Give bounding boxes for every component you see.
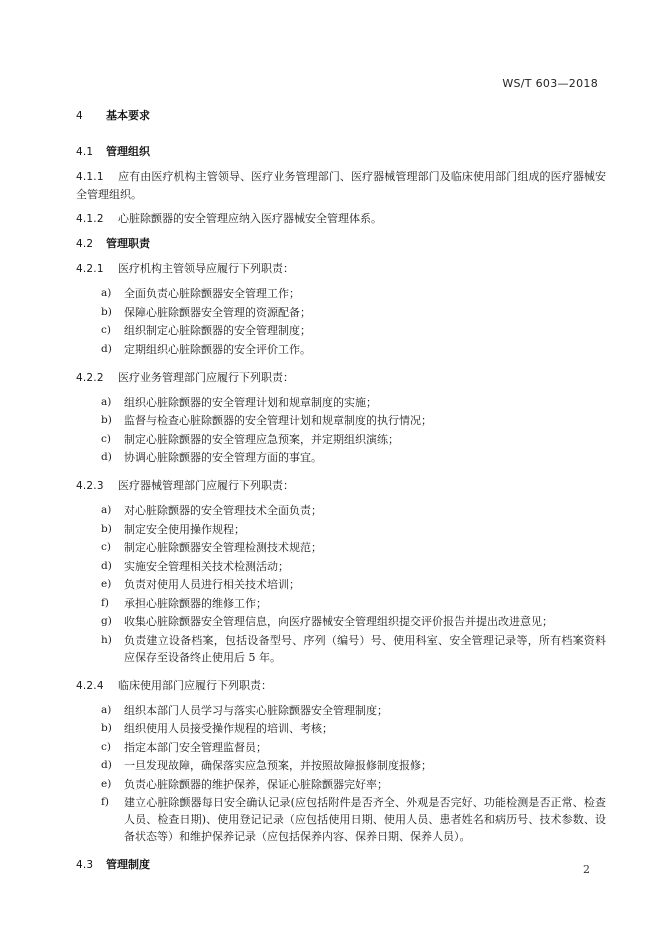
list-item-text: 全面负责心脏除颤器安全管理工作； <box>124 287 300 300</box>
list-item-text: 收集心脏除颤器安全管理信息，向医疗器械安全管理组织提交评价报告并提出改进意见； <box>124 615 553 628</box>
list-item <box>76 757 606 774</box>
list-marker: d) <box>101 559 112 572</box>
heading-title: 管理制度 <box>106 858 150 871</box>
list-marker: b) <box>101 722 112 734</box>
list-marker: b) <box>101 414 112 426</box>
section-heading <box>76 235 606 253</box>
list-item <box>76 449 606 466</box>
list-item-text: 承担心脏除颤器的维修工作； <box>124 596 267 610</box>
list-item-text: 保障心脏除颤器安全管理的资源配备； <box>124 305 311 319</box>
list-item-text: 组织本部门人员学习与落实心脏除颤器安全管理制度； <box>124 703 388 717</box>
list-item <box>76 595 606 612</box>
list-item <box>76 739 606 756</box>
list-item <box>76 613 606 630</box>
heading-title: 基本要求 <box>106 109 150 122</box>
list-marker: b) <box>101 305 112 318</box>
clause-number: 4.2.4 <box>76 679 104 692</box>
clause-lead <box>76 369 606 387</box>
clause-text: 应有由医疗机构主管领导、医疗业务管理部门、医疗器械管理部门及临床使用部门组成的医疗器械安全管理组织。 <box>76 170 606 201</box>
duty-list <box>76 285 606 358</box>
list-item-text: 实施安全管理相关技术检测活动； <box>124 559 289 573</box>
duty-list <box>76 502 606 666</box>
list-item-text: 组织心脏除颤器的安全管理计划和规章制度的实施； <box>124 395 377 409</box>
clause-text: 心脏除颤器的安全管理应纳入医疗器械安全管理体系。 <box>118 212 382 225</box>
document-body <box>76 107 606 881</box>
clause-lead <box>76 260 606 278</box>
list-item <box>76 794 606 845</box>
clause-number: 4.2.1 <box>76 263 104 275</box>
heading-number: 4.1 <box>76 146 94 158</box>
list-item <box>76 412 606 429</box>
list-item-text: 制定心脏除颤器的安全管理应急预案，并定期组织演练； <box>124 432 399 446</box>
clause-number: 4.1.2 <box>76 213 104 225</box>
list-item <box>76 521 606 538</box>
list-marker: f) <box>101 796 109 808</box>
clause-paragraph <box>76 210 606 228</box>
list-item-text: 组织制定心脏除颤器的安全管理制度； <box>124 324 311 337</box>
list-item-text: 对心脏除颤器的安全管理技术全面负责； <box>124 504 322 517</box>
list-item-text: 一旦发现故障，确保落实应急预案，并按照故障报修制度报修； <box>124 759 432 772</box>
list-marker: a) <box>101 395 112 408</box>
list-item <box>76 632 606 666</box>
list-item-text: 负责心脏除颤器的维护保养，保证心脏除颤器完好率； <box>124 777 388 791</box>
clause-paragraph <box>76 168 606 203</box>
clause-number: 4.2.3 <box>76 480 104 492</box>
list-item <box>76 576 606 593</box>
list-item <box>76 558 606 575</box>
list-item <box>76 502 606 519</box>
list-marker: d) <box>101 451 112 463</box>
list-marker: d) <box>101 342 112 355</box>
list-marker: a) <box>101 504 112 516</box>
chapter-heading <box>76 107 606 125</box>
list-item <box>76 394 606 411</box>
list-item <box>76 322 606 339</box>
list-marker: h) <box>101 633 112 646</box>
list-item-text: 负责对使用人员进行相关技术培训； <box>124 578 300 591</box>
clause-text: 临床使用部门应履行下列职责： <box>118 678 272 692</box>
list-item-text: 协调心脏除颤器的安全管理方面的事宜。 <box>124 451 322 464</box>
list-item-text: 监督与检查心脏除颤器的安全管理计划和规章制度的执行情况； <box>124 414 432 427</box>
duty-list <box>76 394 606 467</box>
list-marker: d) <box>101 759 112 771</box>
list-marker: e) <box>101 578 112 590</box>
list-item-text: 制定安全使用操作规程； <box>124 522 245 536</box>
list-marker: g) <box>101 615 112 627</box>
list-item <box>76 304 606 321</box>
page-number: 2 <box>583 863 590 876</box>
clause-lead <box>76 677 606 695</box>
list-item <box>76 776 606 793</box>
heading-number: 4.3 <box>76 859 94 871</box>
list-marker: c) <box>101 432 111 445</box>
list-marker: b) <box>101 522 112 535</box>
section-heading <box>76 143 606 161</box>
list-item-text: 定期组织心脏除颤器的安全评价工作。 <box>124 342 311 356</box>
heading-title: 管理职责 <box>106 237 150 250</box>
list-marker: c) <box>101 541 111 553</box>
list-item <box>76 341 606 358</box>
clause-number: 4.1.1 <box>76 171 104 183</box>
list-marker: c) <box>101 740 111 753</box>
clause-number: 4.2.2 <box>76 371 104 384</box>
list-item-text: 负责建立设备档案，包括设备型号、序列（编号）号、使用科室、安全管理记录等，所有档案资料应保存至设备终止使用后 5 年。 <box>124 633 606 664</box>
list-item-text: 建立心脏除颤器每日安全确认记录(应包括附件是否齐全、外观是否完好、功能检测是否正常、检查人员、检查日期)、使用登记记录（应包括使用日期、使用人员、患者姓名和病历号、技术参数、设备状态等）和维护保养记录（应包括保养内容、保养日期、保养人员）。 <box>124 796 606 843</box>
section-heading <box>76 856 606 874</box>
list-item <box>76 720 606 737</box>
list-marker: a) <box>101 287 112 299</box>
list-item-text: 制定心脏除颤器安全管理检测技术规范； <box>124 541 322 554</box>
list-item <box>76 702 606 719</box>
clause-text: 医疗器械管理部门应履行下列职责： <box>118 479 294 492</box>
list-marker: f) <box>101 596 109 609</box>
heading-number: 4.2 <box>76 238 94 250</box>
list-item <box>76 431 606 448</box>
list-marker: c) <box>101 324 111 336</box>
list-marker: a) <box>101 703 112 716</box>
clause-text: 医疗机构主管领导应履行下列职责： <box>118 262 294 275</box>
list-item <box>76 539 606 556</box>
list-item-text: 组织使用人员接受操作规程的培训、考核； <box>124 722 333 735</box>
list-marker: e) <box>101 777 112 790</box>
clause-lead <box>76 477 606 495</box>
duty-list <box>76 702 606 846</box>
clause-text: 医疗业务管理部门应履行下列职责： <box>118 370 294 384</box>
heading-number: 4 <box>76 110 83 122</box>
heading-title: 管理组织 <box>106 145 150 158</box>
list-item-text: 指定本部门安全管理监督员； <box>124 740 267 754</box>
standard-code: WS/T 603—2018 <box>502 77 598 90</box>
list-item <box>76 285 606 302</box>
